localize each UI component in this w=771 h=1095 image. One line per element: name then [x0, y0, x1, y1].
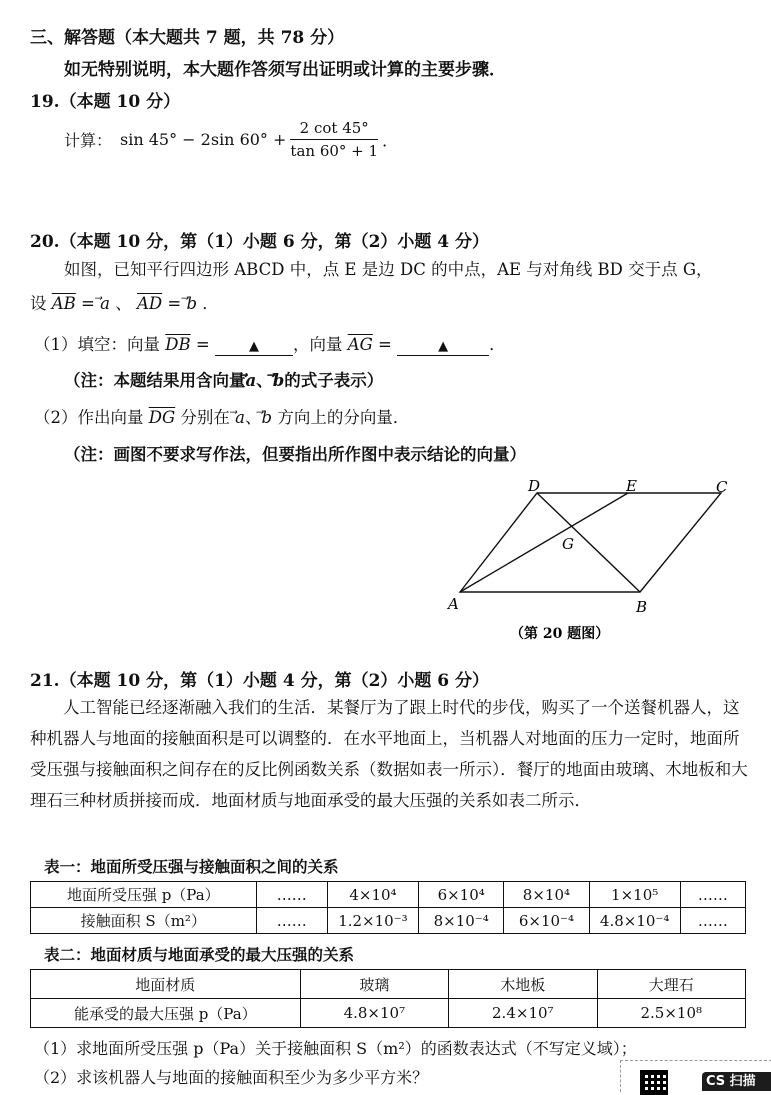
- table-cell: 1×10⁵: [589, 882, 680, 908]
- table-row: [31, 999, 746, 1028]
- parallelogram-abcd: [460, 493, 721, 592]
- label-g: G: [562, 535, 574, 553]
- q20-header: 20.（本题 10 分，第（1）小题 6 分，第（2）小题 4 分）: [30, 232, 490, 252]
- table-cell: 8×10⁴: [504, 882, 589, 908]
- vector-ad: $\overline{AD}$: [136, 294, 163, 313]
- section-title: 三、解答题（本大题共 7 题，共 78 分）: [30, 28, 345, 48]
- vector-ab: $\overline{AB}$: [51, 294, 76, 313]
- table-cell: 地面材质: [31, 970, 301, 999]
- table1: [30, 881, 746, 934]
- q21-sub2: （2）求该机器人与地面的接触面积至少为多少平方米？: [34, 1068, 429, 1087]
- table-cell: ……: [256, 882, 327, 908]
- table-cell: ……: [680, 882, 745, 908]
- section-instruction: 如无特别说明，本大题作答须写出证明或计算的主要步骤．: [64, 60, 506, 80]
- table-cell: 2.5×10⁸: [597, 999, 745, 1028]
- table-cell: 2.4×10⁷: [449, 999, 597, 1028]
- label-c: C: [716, 478, 728, 496]
- table-cell: 地面所受压强 p（Pa）: [31, 882, 257, 908]
- table-cell: 1.2×10⁻³: [327, 908, 418, 934]
- vector-a: a: [100, 294, 110, 313]
- scanner-badge: CS 扫描: [702, 1072, 771, 1091]
- q19-frac-den: tan 60° + 1: [290, 141, 379, 160]
- vector-db: $\overline{DB}$: [165, 335, 191, 354]
- table-cell: 4.8×10⁻⁴: [589, 908, 680, 934]
- figure-caption: （第 20 题图）: [510, 626, 610, 642]
- q20-line2: 设 $\overline{AB} = a$ 、 $\overline{AD} = b$ ．: [30, 294, 219, 313]
- q19-expression: [64, 116, 398, 162]
- q21-paragraph: 人工智能已经逐渐融入我们的生活．某餐厅为了跟上时代的步伐，购买了一个送餐机器人，这种机器人与地面的接触面积是可以调整的．在水平地面上，当机器人对地面的压力一定时，地面所受压强与接触面积之间存在的反比例函数关系（数据如表一所示）．餐厅的地面由玻璃、木地板和大理石三种材质拼接而成．地面材质与地面承受的最大压强的关系如表二所示．: [30, 698, 748, 810]
- q20-part1-end: ．: [489, 335, 506, 354]
- q20-note1: （注：本题结果用含向量a、b的式子表示）: [64, 371, 384, 390]
- q21-sub1: （1）求地面所受压强 p（Pa）关于接触面积 S（m²）的函数表达式（不写定义域）；: [34, 1039, 637, 1058]
- q19-prefix: 计算：: [64, 130, 113, 150]
- q19-end: ．: [382, 130, 399, 150]
- vector-ag: $\overline{AG}$: [347, 335, 373, 354]
- table-cell: 4×10⁴: [327, 882, 418, 908]
- q19-fraction: [290, 119, 378, 160]
- table-cell: 4.8×10⁷: [300, 999, 448, 1028]
- segment-ae: [460, 493, 628, 592]
- q20-line2-end: ．: [202, 294, 219, 313]
- table-cell: 大理石: [597, 970, 745, 999]
- q20-sep: 、: [115, 294, 132, 313]
- vector-dg: $\overline{DG}$: [148, 408, 176, 427]
- label-a: A: [448, 595, 459, 613]
- q20-part2: （2）作出向量 $\overline{DG}$ 分别在 a、b 方向上的分向量．: [34, 408, 410, 427]
- table-cell: 玻璃: [300, 970, 448, 999]
- table-cell: 6×10⁻⁴: [504, 908, 589, 934]
- q19-header: 19.（本题 10 分）: [30, 92, 181, 112]
- table-cell: 能承受的最大压强 p（Pa）: [31, 999, 301, 1028]
- q21-header: 21.（本题 10 分，第（1）小题 4 分，第（2）小题 6 分）: [30, 671, 490, 691]
- answer-blank-ag[interactable]: ▲: [397, 339, 489, 356]
- table-cell: 木地板: [449, 970, 597, 999]
- q19-expr-left: sin 45° − 2sin 60° +: [120, 129, 287, 149]
- vector-b: b: [186, 294, 198, 313]
- qr-code-icon: [640, 1070, 668, 1095]
- table-cell: ……: [256, 908, 327, 934]
- parallelogram-figure: [440, 474, 740, 644]
- q20-part1-mid: ，向量: [292, 335, 343, 354]
- table2-title: 表二：地面材质与地面承受的最大压强的关系: [44, 945, 355, 964]
- q20-part1-prefix: （1）填空：向量: [34, 335, 160, 354]
- table-cell: 6×10⁴: [419, 882, 504, 908]
- table1-title: 表一：地面所受压强与接触面积之间的关系: [44, 857, 339, 876]
- q20-line2-prefix: 设: [30, 294, 47, 313]
- diagonal-bd: [537, 493, 640, 592]
- q20-line1: 如图，已知平行四边形 ABCD 中，点 E 是边 DC 的中点，AE 与对角线 BD 交于点 G，: [64, 260, 713, 279]
- table-row: [31, 882, 746, 908]
- label-e: E: [626, 477, 637, 495]
- q20-part1: （1）填空：向量 $\overline{DB}$ = ▲ ，向量 $\overline{AG}$ = ▲ ．: [34, 335, 506, 354]
- table-cell: 8×10⁻⁴: [419, 908, 504, 934]
- table-row: [31, 970, 746, 999]
- q20-note2: （注：画图不要求写作法，但要指出所作图中表示结论的向量）: [64, 445, 526, 464]
- label-b: B: [636, 598, 648, 616]
- q19-frac-num: 2 cot 45°: [290, 119, 378, 140]
- label-d: D: [528, 477, 541, 495]
- table-row: [31, 908, 746, 934]
- answer-blank-db[interactable]: ▲: [215, 339, 293, 356]
- table-cell: ……: [680, 908, 745, 934]
- table-cell: 接触面积 S（m²）: [31, 908, 257, 934]
- table2: [30, 969, 746, 1028]
